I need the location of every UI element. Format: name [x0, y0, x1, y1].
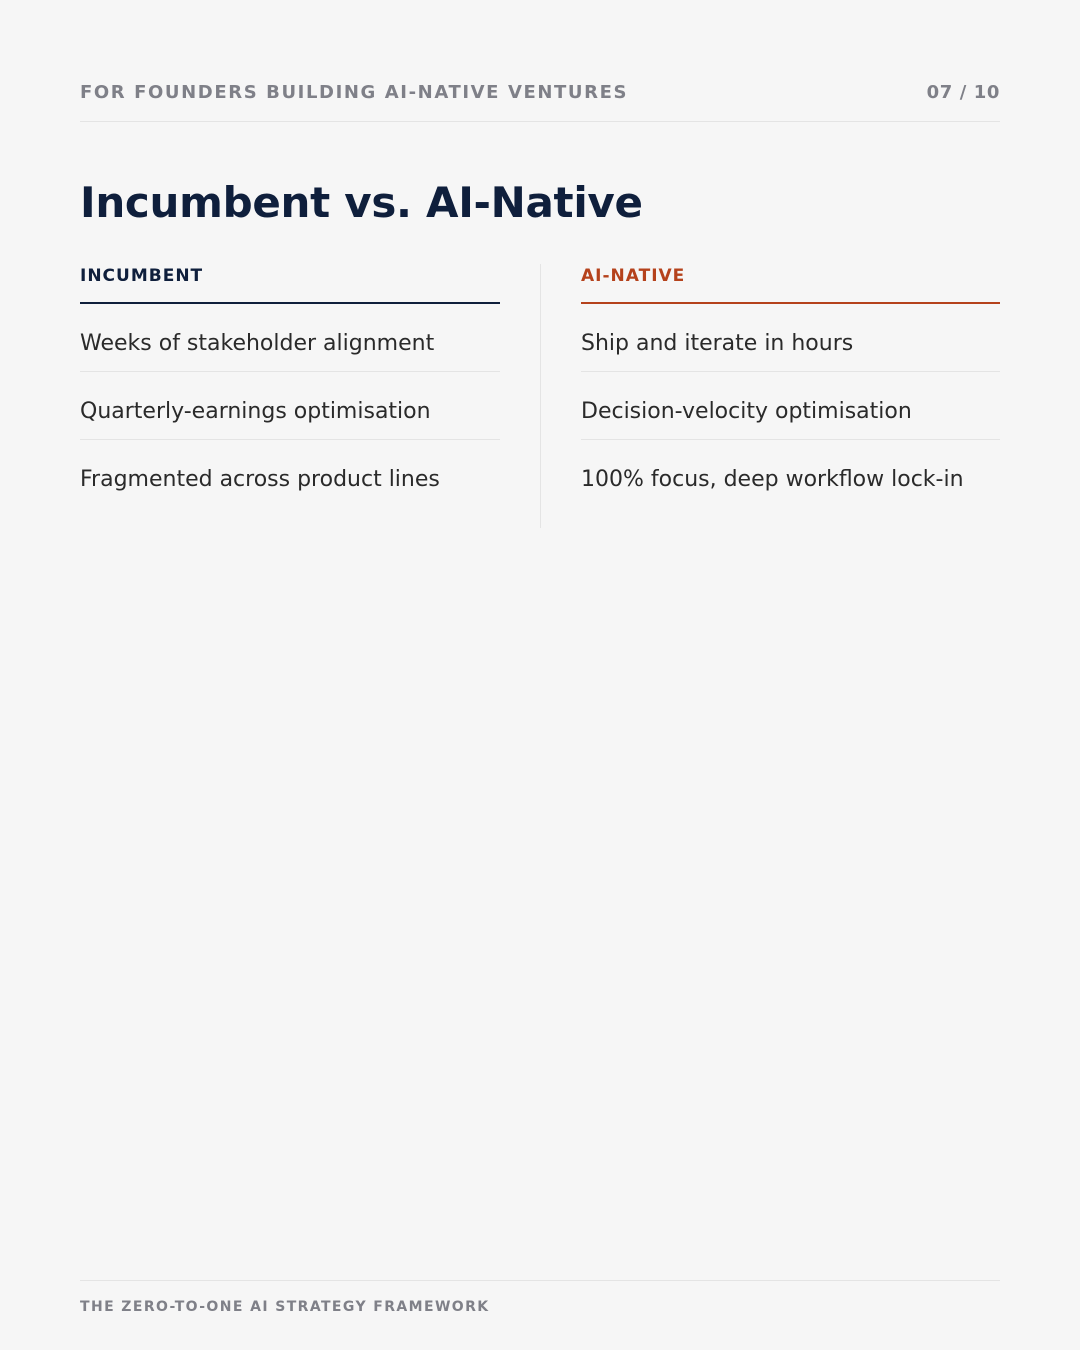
list-item-text: Fragmented across product lines	[80, 467, 440, 492]
slide-header	[80, 80, 1000, 122]
incumbent-column	[80, 264, 500, 508]
column-divider	[540, 264, 541, 528]
list-item-text: 100% focus, deep workflow lock-in	[581, 467, 964, 492]
page-number: 07 / 10	[926, 82, 1000, 103]
slide-title: Incumbent vs. AI-Native	[80, 178, 643, 227]
list-item	[581, 304, 1000, 372]
list-item	[80, 304, 500, 372]
header-kicker: FOR FOUNDERS BUILDING AI-NATIVE VENTURES	[80, 82, 629, 103]
list-item	[581, 372, 1000, 440]
ai-native-column	[581, 264, 1000, 508]
slide-footer	[80, 1280, 1000, 1315]
footer-text: THE ZERO-TO-ONE AI STRATEGY FRAMEWORK	[80, 1299, 490, 1315]
list-item	[581, 440, 1000, 508]
list-item-text: Ship and iterate in hours	[581, 331, 854, 356]
list-item-text: Quarterly-earnings optimisation	[80, 399, 431, 424]
incumbent-heading: INCUMBENT	[80, 264, 500, 304]
ai-native-heading: AI-NATIVE	[581, 264, 1000, 304]
list-item	[80, 372, 500, 440]
ai-native-list	[581, 304, 1000, 508]
list-item-text: Weeks of stakeholder alignment	[80, 331, 435, 356]
list-item	[80, 440, 500, 508]
incumbent-list	[80, 304, 500, 508]
list-item-text: Decision-velocity optimisation	[581, 399, 912, 424]
